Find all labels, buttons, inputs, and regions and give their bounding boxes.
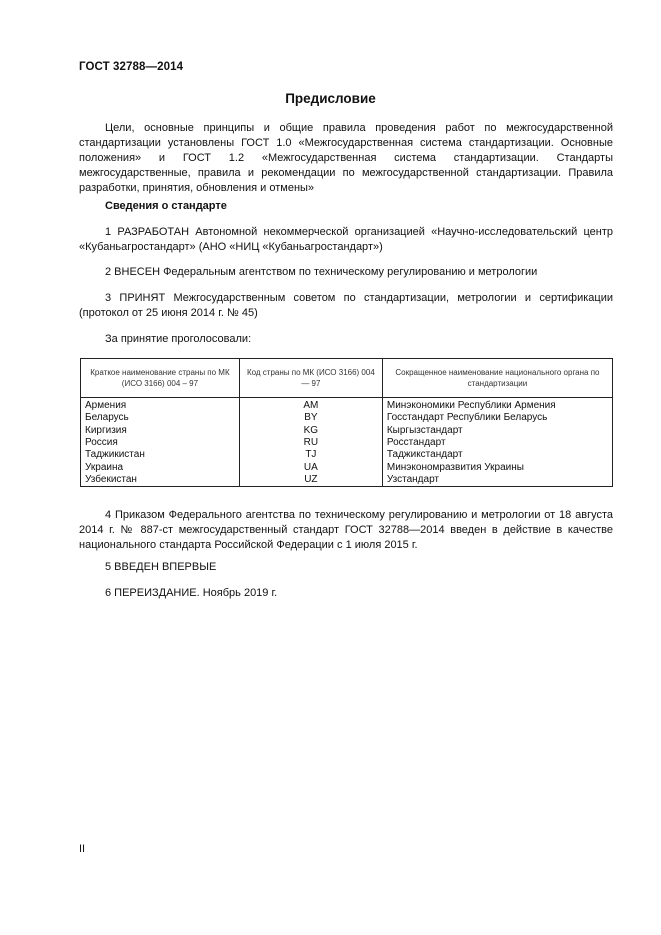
country-name: Таджикистан [81,449,240,461]
standards-body: Росстандарт [382,437,612,449]
table-header-country: Краткое наименование страны по МК (ИСО 3166) 004 – 97 [81,359,240,398]
country-name: Армения [81,398,240,413]
standard-code-header: ГОСТ 32788—2014 [79,61,184,73]
table-row [81,425,613,437]
info-heading: Сведения о стандарте [105,200,227,212]
item-reissue: 6 ПЕРЕИЗДАНИЕ. Ноябрь 2019 г. [105,587,278,599]
item-developed: 1 РАЗРАБОТАН Автономной некоммерческой организацией «Научно-исследовательский центр «Кубаньагростандарт» (АНО «НИЦ «Кубаньагростандарт») [79,226,613,253]
table-row [81,474,613,487]
item-adopted: 3 ПРИНЯТ Межгосударственным советом по стандартизации, метрологии и сертификации (протокол от 25 июня 2014 г. № 45) [79,292,613,319]
country-code: BY [239,412,382,424]
standards-body: Кыргызстандарт [382,425,612,437]
table-row [81,437,613,449]
standards-body: Узстандарт [382,474,612,487]
voting-table [80,358,613,487]
table-header-row [81,359,613,398]
country-code: RU [239,437,382,449]
country-code: UA [239,461,382,473]
page-number: II [79,843,86,855]
country-name: Киргизия [81,425,240,437]
table-header-code: Код страны по МК (ИСО 3166) 004 — 97 [239,359,382,398]
table-row [81,412,613,424]
intro-paragraph: Цели, основные принципы и общие правила проведения работ по межгосударственной стандартизации установлены ГОСТ 1.0 «Межгосударственная система стандартизации. Основные положения» и ГОСТ 1.2 «Межгосударственная система стандартизации. Стандарты межгосударственные, правила и рекомендации по межгосударственной стандартизации. Правила разработки, принятия, обновления и отмены» [79,122,613,194]
table-row [81,449,613,461]
country-code: AM [239,398,382,413]
table-header-body: Сокращенное наименование национального органа по стандартизации [382,359,612,398]
item-enacted: 4 Приказом Федерального агентства по техническому регулированию и метрологии от 18 августа 2014 г. № 887-ст межгосударственный стандарт ГОСТ 32788—2014 введен в действие в качестве национального стандарта Российской Федерации с 1 июля 2015 г. [79,509,613,551]
country-name: Украина [81,461,240,473]
standards-body: Минэкономразвития Украины [382,461,612,473]
country-code: KG [239,425,382,437]
standards-body: Таджикстандарт [382,449,612,461]
country-code: TJ [239,449,382,461]
country-code: UZ [239,474,382,487]
country-name: Россия [81,437,240,449]
country-name: Узбекистан [81,474,240,487]
country-name: Беларусь [81,412,240,424]
item-first-introduced: 5 ВВЕДЕН ВПЕРВЫЕ [105,561,217,573]
standards-body: Минэкономики Республики Армения [382,398,612,413]
vote-label: За принятие проголосовали: [105,333,252,345]
page-title: Предисловие [285,91,376,106]
standards-body: Госстандарт Республики Беларусь [382,412,612,424]
table-row [81,461,613,473]
item-submitted: 2 ВНЕСЕН Федеральным агентством по техническому регулированию и метрологии [105,266,538,278]
table-row [81,398,613,413]
